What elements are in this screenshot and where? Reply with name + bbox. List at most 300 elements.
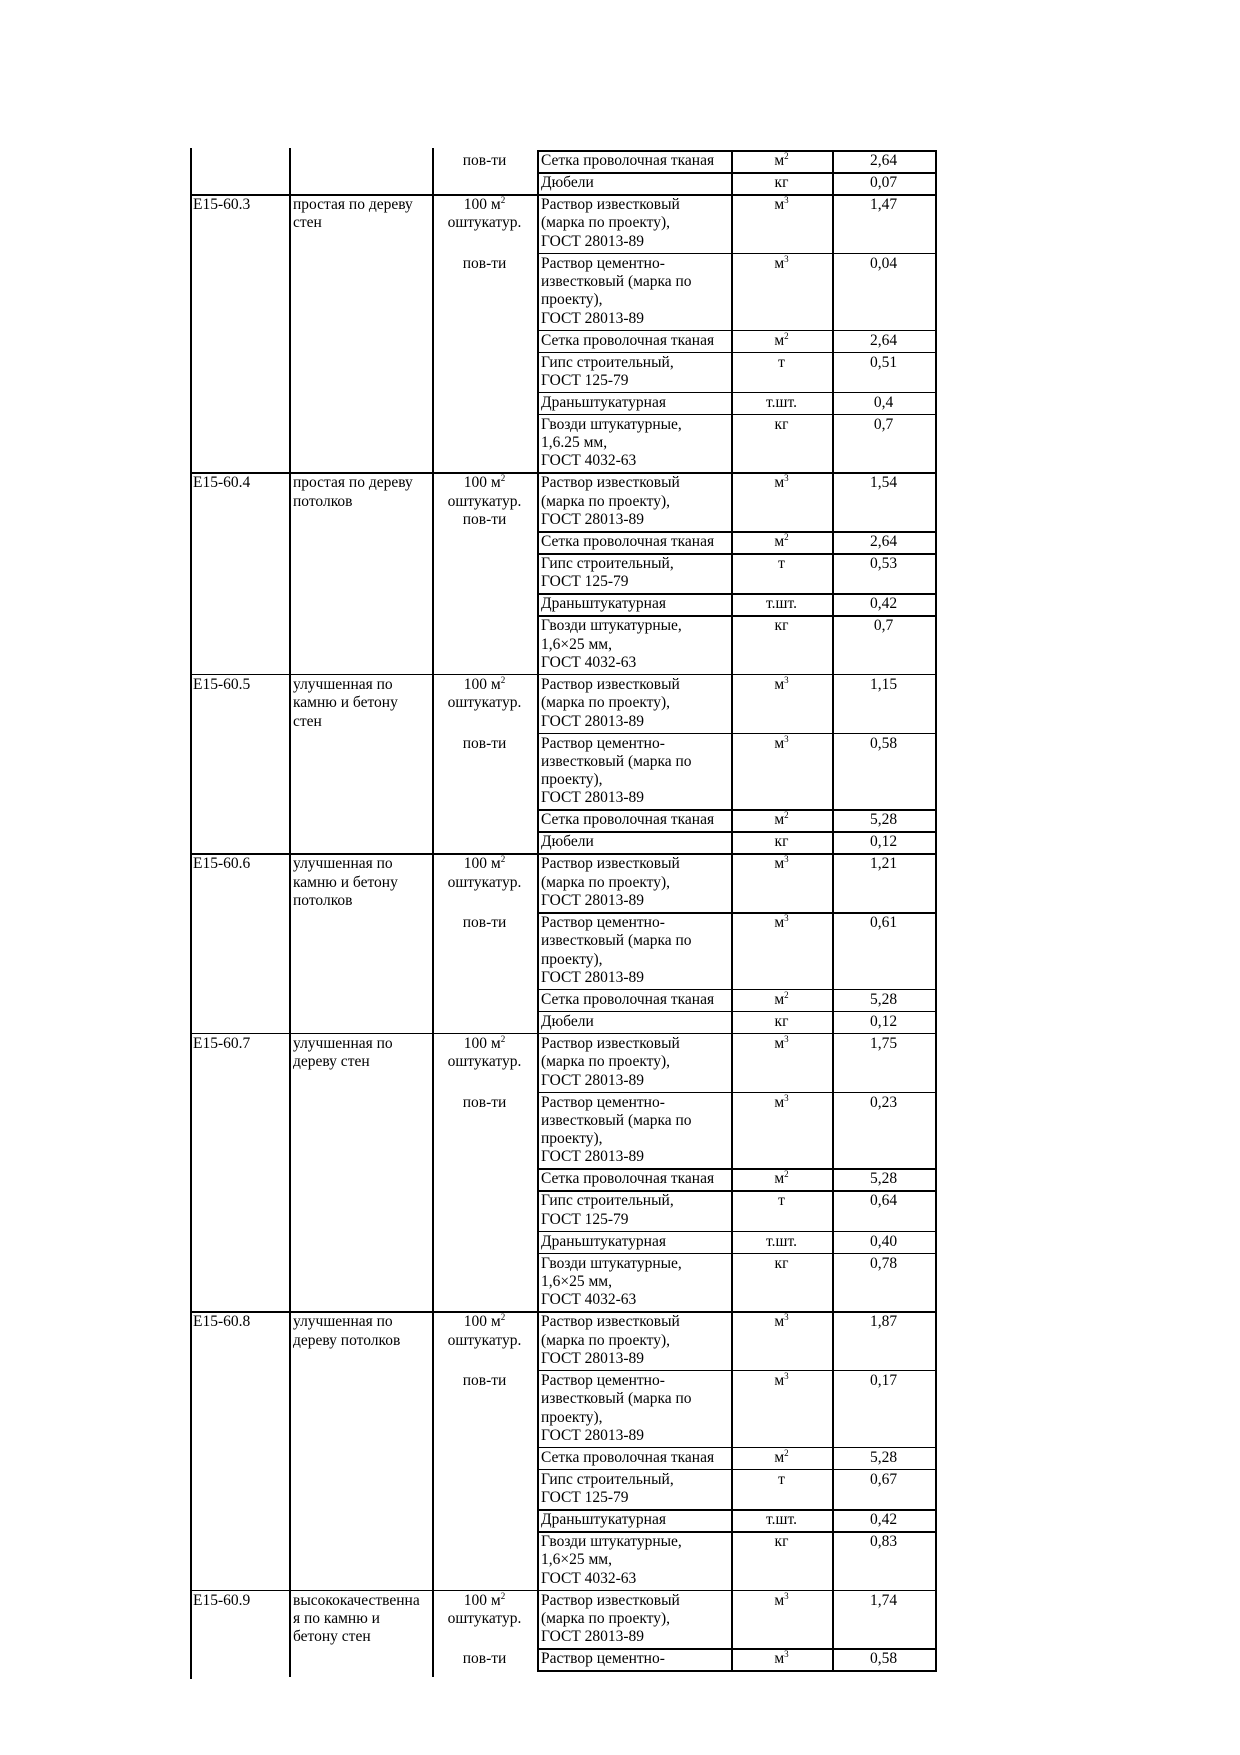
material-name-line [541,855,729,873]
material-name-line-text: Гипс строительный, [541,555,674,572]
material-unit-text: м [774,331,785,349]
material-unit-superscript: 3 [784,674,789,685]
material-name-line [541,1053,729,1071]
material-name-line-text: (марка по проекту), [541,214,671,232]
material-quantity-text: 0,4 [873,393,894,411]
measure-unit-line [432,1035,537,1053]
material-name-line [541,196,729,214]
measure-unit-line-text: оштукатур. [447,1610,522,1627]
work-description-line [293,1610,431,1628]
work-description-line-text: потолков [293,492,353,510]
material-unit [731,1255,832,1273]
material-unit [731,991,832,1009]
material-name-line-text: Драньштукатурная [541,1232,666,1250]
material-quantity [832,152,935,170]
norm-code-text: Е15-60.4 [193,474,251,492]
material-unit-text: т [778,1192,785,1210]
work-description-line [293,1313,431,1331]
material-name-line [541,951,729,969]
material-quantity-text: 1,47 [869,196,898,213]
material-name-line-text: проекту), [541,950,603,968]
column-line [190,148,192,1679]
column-line [537,150,539,1672]
material-name-line-text: ГОСТ 125-79 [541,1210,629,1228]
material-quantity [832,394,935,412]
material-unit-superscript: 3 [784,253,789,264]
measure-unit-line-text: оштукатур. [447,1053,522,1071]
material-quantity [832,174,935,192]
material-name-line [541,1570,729,1588]
material-name-line-text: Раствор цементно- [541,914,665,931]
material-unit-superscript: 3 [784,854,789,865]
norm-code [193,1592,287,1610]
norm-code-text: Е15-60.7 [193,1034,251,1052]
material-unit [731,1035,832,1053]
material-name-line [541,654,729,672]
work-description-line [293,1053,431,1071]
material-quantity [832,676,935,694]
material-quantity-text: 0,61 [869,914,898,931]
work-description-line-text: я по камню и [293,1610,380,1627]
material-name-line-text: ГОСТ 28013-89 [541,712,645,730]
material-name-line [541,273,729,291]
measure-unit-line-text: оштукатур. [447,1331,522,1349]
column-line [432,148,434,1677]
work-description-line [293,214,431,232]
material-name-line-text: (марка по проекту), [541,1610,671,1627]
material-quantity [832,855,935,873]
material-name-line-text: Раствор цементно- [541,1371,665,1389]
material-name-line-text: Гвозди штукатурные, [541,1254,682,1272]
material-quantity-text: 0,67 [869,1470,898,1488]
material-name-line-text: Раствор цементно- [541,254,665,272]
material-quantity-text: 0,23 [869,1093,898,1111]
material-name-line-text: Сетка проволочная тканая [541,533,715,550]
material-name-line-text: 1,6×25 мм, [541,1273,612,1290]
material-quantity [832,555,935,573]
material-name-line-text: ГОСТ 28013-89 [541,1148,645,1166]
material-unit [731,255,832,273]
material-name-line [541,1533,729,1551]
measure-unit-line [432,196,537,214]
norm-code [193,855,287,873]
material-name-line [541,636,729,654]
norm-code-text: Е15-60.8 [193,1313,251,1331]
material-unit-text: м [774,152,785,169]
material-unit [731,1233,832,1251]
material-name-line-text: Сетка проволочная тканая [541,331,715,349]
measure-unit-line [432,735,537,753]
material-unit-superscript: 3 [784,1649,789,1660]
material-unit [731,1511,832,1529]
material-name-line [541,1035,729,1053]
material-name-line [541,1449,729,1467]
material-unit [731,1471,832,1489]
material-quantity-text: 1,21 [869,855,898,873]
material-quantity [832,1449,935,1467]
material-name-line [541,1610,729,1628]
material-name-line-text: ГОСТ 125-79 [541,1489,629,1507]
material-name-line-text: Раствор известковый [541,474,680,492]
material-unit-text: м [774,811,785,829]
material-quantity-text: 0,12 [869,833,898,851]
material-unit-text: кг [774,833,789,851]
measure-unit-line-text: пов-ти [462,254,507,272]
material-name-line [541,1332,729,1350]
material-name-line [541,811,729,829]
material-unit-superscript: 2 [784,151,789,161]
material-name-line [541,753,729,771]
material-quantity-text: 1,87 [869,1313,898,1331]
material-unit-text: м [774,1093,785,1111]
measure-unit-line [432,511,537,529]
material-unit-text: м [774,1313,785,1331]
measure-unit-line-text: пов-ти [462,511,507,528]
measure-unit-line-text: 100 м [463,1591,501,1609]
material-name-line-text: Гвозди штукатурные, [541,617,682,635]
measure-unit-line [432,1372,537,1390]
material-name-line [541,1427,729,1445]
material-name-line [541,991,729,1009]
material-name-line-text: Драньштукатурная [541,393,666,411]
work-description-line-text: улучшенная по [293,1034,393,1052]
norm-code [193,676,287,694]
material-name-line [541,310,729,328]
work-description-line [293,1035,431,1053]
material-quantity-text: 0,51 [869,353,898,371]
material-name-line-text: ГОСТ 125-79 [541,573,629,591]
material-unit-text: кг [774,415,789,433]
material-name-line-text: (марка по проекту), [541,1053,671,1071]
material-quantity-text: 0,17 [869,1371,898,1389]
material-unit [731,555,832,573]
work-description-line [293,474,431,492]
material-name-line [541,595,729,613]
material-unit [731,1094,832,1112]
material-name-line-text: Драньштукатурная [541,1511,666,1529]
material-name-line-text: ГОСТ 28013-89 [541,511,645,528]
work-description-line-text: дереву потолков [293,1331,401,1349]
material-unit-text: м [774,533,785,550]
measure-unit-line [432,474,537,492]
measure-unit-line-text: 100 м [463,855,501,873]
measure-unit-line-text: оштукатур. [447,492,522,510]
material-name-line-text: (марка по проекту), [541,492,671,510]
measure-unit-line-text: 100 м [463,196,501,213]
measure-unit-line [432,1094,537,1112]
measure-unit-line-superscript: 2 [500,674,506,685]
measure-unit-line-text: оштукатур. [447,214,522,232]
material-name-line [541,932,729,950]
material-unit [731,332,832,350]
material-unit-text: кг [774,617,789,635]
material-unit-text: м [774,914,785,931]
material-name-line-text: известковый (марка по [541,1390,692,1408]
material-unit-superscript: 3 [784,1312,789,1323]
material-name-line [541,1313,729,1331]
material-unit-superscript: 3 [784,1370,789,1381]
material-name-line [541,1273,729,1291]
material-quantity-text: 0,78 [869,1254,898,1272]
column-line [832,150,834,1672]
material-name-line-text: Гвозди штукатурные, [541,1533,682,1551]
material-name-line-text: 1,6×25 мм, [541,1551,612,1569]
measure-unit-line [432,1313,537,1331]
material-quantity [832,1233,935,1251]
work-description-line [293,694,431,712]
material-name-line-text: Раствор цементно- [541,734,665,752]
material-name-line [541,694,729,712]
material-unit-text: м [774,855,785,873]
material-quantity-text: 0,58 [869,734,898,752]
material-unit [731,676,832,694]
material-unit-superscript: 2 [784,1169,789,1180]
material-name-line-text: Гипс строительный, [541,1192,674,1210]
material-unit [731,617,832,635]
material-name-line [541,573,729,591]
material-unit [731,1170,832,1188]
material-name-line-text: известковый (марка по [541,272,692,290]
material-unit-text: м [774,474,785,492]
material-quantity-text: 0,42 [869,1511,898,1529]
material-name-line-text: ГОСТ 4032-63 [541,653,637,671]
measure-unit-line [432,855,537,873]
material-quantity [832,1035,935,1053]
material-name-line [541,1372,729,1390]
material-name-line [541,214,729,232]
work-description-line [293,874,431,892]
material-name-line [541,1094,729,1112]
material-unit-text: т.шт. [766,595,797,613]
material-quantity [832,1094,935,1112]
material-unit [731,1592,832,1610]
material-unit-text: т.шт. [766,1232,797,1250]
material-name-line-text: 1,6.25 мм, [541,434,608,452]
material-name-line-text: Гипс строительный, [541,353,674,371]
measure-unit-line-text: 100 м [463,1313,501,1331]
material-name-line-text: Раствор известковый [541,855,680,873]
material-name-line [541,735,729,753]
material-quantity-text: 0,64 [869,1192,898,1210]
material-name-line-text: (марка по проекту), [541,873,671,891]
material-unit [731,811,832,829]
material-name-line [541,291,729,309]
material-quantity-text: 0,7 [873,415,894,433]
material-quantity [832,811,935,829]
measure-unit-line [432,676,537,694]
material-name-line-text: Сетка проволочная тканая [541,990,715,1008]
material-unit [731,1449,832,1467]
work-description-line [293,1628,431,1646]
material-name-line [541,511,729,529]
material-quantity-text: 5,28 [869,811,898,829]
material-unit-text: м [774,734,785,752]
material-name-line [541,1489,729,1507]
material-unit-text: м [774,1170,785,1188]
norm-code [193,1035,287,1053]
material-name-line [541,833,729,851]
material-name-line-text: ГОСТ 4032-63 [541,452,637,470]
material-name-line-text: Сетка проволочная тканая [541,1170,715,1188]
material-quantity-text: 2,64 [869,152,898,169]
measure-unit-line [432,1610,537,1628]
work-description-line [293,1592,431,1610]
material-quantity-text: 5,28 [869,990,898,1008]
material-name-line-text: ГОСТ 4032-63 [541,1569,637,1587]
material-name-line [541,1471,729,1489]
material-unit [731,474,832,492]
material-quantity [832,1255,935,1273]
material-unit [731,152,832,170]
material-name-line-text: известковый (марка по [541,1111,692,1129]
measure-unit-line [432,214,537,232]
work-description-line-text: улучшенная по [293,1313,393,1331]
work-description-line-text: камню и бетону [293,694,398,712]
material-unit [731,1372,832,1390]
measure-unit-line-text: 100 м [463,675,501,693]
material-name-line-text: ГОСТ 125-79 [541,371,629,389]
material-quantity-text: 1,15 [869,675,898,693]
material-unit-text: кг [774,1254,789,1272]
material-name-line [541,892,729,910]
material-name-line [541,1170,729,1188]
measure-unit-line-superscript: 2 [500,854,506,865]
material-name-line [541,1350,729,1368]
material-name-line [541,1650,729,1668]
material-name-line-text: Сетка проволочная тканая [541,152,715,169]
work-description-line-text: высококачественна [293,1591,420,1609]
material-name-line [541,1130,729,1148]
material-name-line-text: Сетка проволочная тканая [541,1448,715,1466]
material-quantity [832,914,935,932]
norm-code [193,474,287,492]
material-quantity [832,1592,935,1610]
measure-unit-line-text: пов-ти [462,1650,507,1668]
material-quantity-text: 0,40 [869,1232,898,1250]
material-unit-text: м [774,990,785,1008]
material-unit [731,354,832,372]
material-quantity-text: 1,54 [869,474,898,492]
material-name-line-text: проекту), [541,291,603,309]
material-unit-superscript: 2 [784,989,789,1000]
material-unit-superscript: 3 [784,733,789,744]
measure-unit-line-text: пов-ти [462,1093,507,1111]
material-quantity-text: 0,42 [869,595,898,613]
measure-unit-line [432,1332,537,1350]
material-name-line-text: ГОСТ 28013-89 [541,1071,645,1089]
material-unit-superscript: 3 [784,473,789,484]
work-description-line-text: дереву стен [293,1053,370,1071]
material-name-line [541,416,729,434]
material-unit-text: м [774,1034,785,1052]
measure-unit-line [432,874,537,892]
material-name-line-text: проекту), [541,1130,603,1148]
material-name-line [541,1511,729,1529]
work-description-line-text: стен [293,712,322,730]
material-unit-text: кг [774,174,789,191]
material-quantity-text: 5,28 [869,1170,898,1188]
material-unit [731,174,832,192]
work-description-line-text: простая по дереву [293,474,413,492]
material-quantity [832,1192,935,1210]
material-name-line-text: проекту), [541,1408,603,1426]
material-name-line [541,1291,729,1309]
material-quantity [832,991,935,1009]
material-quantity [832,1650,935,1668]
material-name-line [541,233,729,251]
measure-unit-line-text: 100 м [463,1034,501,1052]
material-name-line-text: Дюбели [541,1012,594,1030]
material-quantity [832,474,935,492]
material-name-line [541,174,729,192]
material-name-line-text: (марка по проекту), [541,1331,671,1349]
material-unit-text: кг [774,1533,789,1551]
material-unit-text: м [774,196,785,213]
material-unit-text: м [774,1650,785,1668]
material-quantity-text: 5,28 [869,1448,898,1466]
material-unit-superscript: 3 [784,195,789,205]
material-name-line [541,152,729,170]
material-name-line-text: Раствор известковый [541,1034,680,1052]
material-name-line [541,874,729,892]
material-name-line-text: Дюбели [541,833,594,851]
column-line [731,150,733,1672]
material-unit [731,196,832,214]
norm-code-text: Е15-60.5 [193,675,251,693]
measure-unit-line-text: пов-ти [462,914,507,931]
material-name-line-text: Гипс строительный, [541,1470,674,1488]
measure-unit-line-text: оштукатур. [447,694,522,712]
material-name-line [541,1112,729,1130]
material-name-line [541,617,729,635]
work-description-line [293,892,431,910]
work-description-line [293,196,431,214]
material-name-line [541,1072,729,1090]
material-name-line-text: (марка по проекту), [541,694,671,712]
work-description-line-text: стен [293,214,322,232]
material-name-line-text: Дюбели [541,174,594,191]
material-quantity [832,416,935,434]
material-unit-text: м [774,1448,785,1466]
material-quantity [832,255,935,273]
material-quantity-text: 0,7 [873,617,894,635]
work-description-line-text: простая по дереву [293,196,413,213]
material-name-line-text: ГОСТ 28013-89 [541,1349,645,1367]
material-unit-text: м [774,675,785,693]
material-unit [731,914,832,932]
material-unit [731,1192,832,1210]
material-name-line [541,255,729,273]
material-name-line [541,394,729,412]
row-line [537,1670,937,1672]
material-name-line [541,771,729,789]
material-unit [731,394,832,412]
material-name-line-text: Гвозди штукатурные, [541,415,682,433]
material-name-line-text: ГОСТ 28013-89 [541,232,645,250]
material-quantity [832,1471,935,1489]
material-unit-text: т [778,555,785,572]
material-name-line [541,676,729,694]
material-name-line [541,914,729,932]
material-name-line [541,1390,729,1408]
material-name-line-text: Раствор известковый [541,1591,680,1609]
material-quantity [832,1013,935,1031]
material-quantity [832,1170,935,1188]
material-quantity [832,354,935,372]
material-unit-text: м [774,254,785,272]
measure-unit-line [432,1053,537,1071]
material-unit [731,1650,832,1668]
